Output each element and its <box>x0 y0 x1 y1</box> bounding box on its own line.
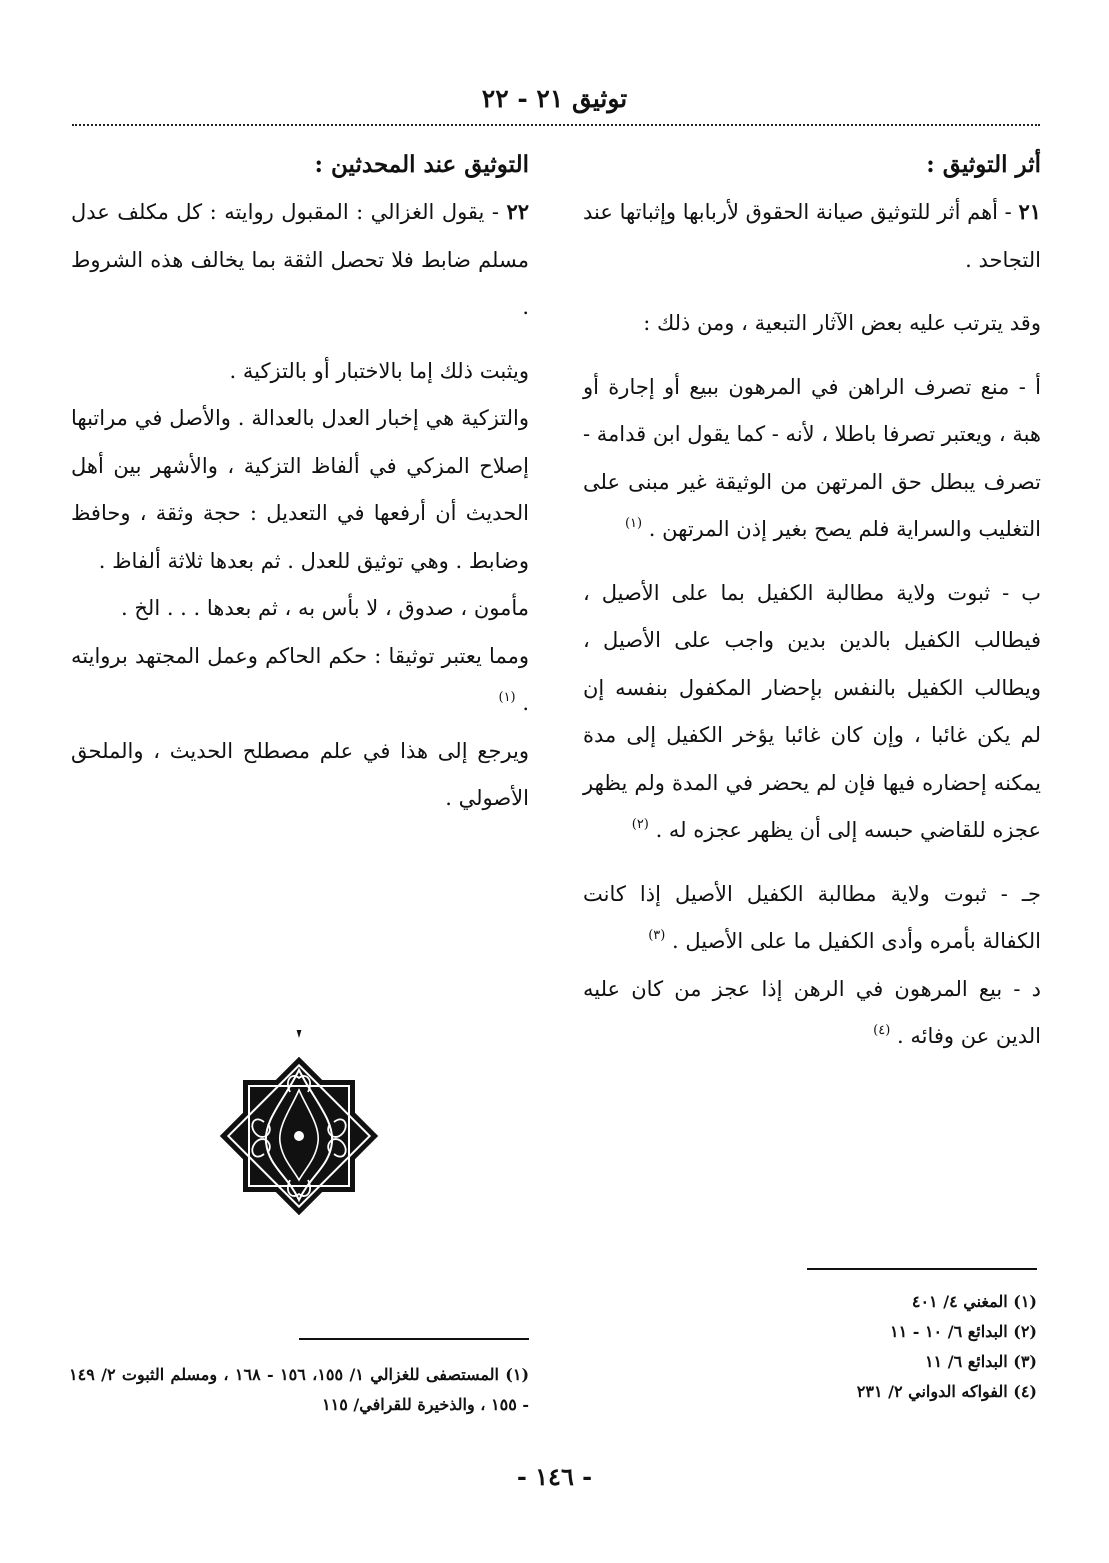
paragraph <box>583 966 1041 1061</box>
paragraph-text: - أهم أثر للتوثيق صيانة الحقوق لأربابها وإثباتها عند التجاحد . <box>583 200 1041 272</box>
running-title: توثيق ٢١ - ٢٢ <box>481 84 628 113</box>
paragraph <box>71 395 529 585</box>
footnote: (١) المغني ٤/ ٤٠١ <box>911 1292 1037 1311</box>
paragraph-text: والتزكية هي إخبار العدل بالعدالة . والأصل في مراتبها إصلاح المزكي في ألفاظ التزكية ، والأشهر بين أهل الحديث أن أرفعها في التعديل : حجة وثقة ، وحافظ وضابط . وهي توثيق للعدل . ثم بعدها ثلاثة ألفاظ . <box>71 406 529 573</box>
paragraph <box>71 633 529 728</box>
left-column <box>71 142 529 823</box>
footnote-divider <box>807 1268 1037 1270</box>
page-number: - ١٤٦ - <box>516 1462 593 1491</box>
section-heading-effect: أثر التوثيق : <box>926 151 1041 178</box>
footnote-ref: (١) <box>624 516 643 531</box>
section-heading-hadith: التوثيق عند المحدثين : <box>314 151 529 178</box>
paragraph-text: د - بيع المرهون في الرهن إذا عجز من كان عليه الدين عن وفائه . <box>583 976 1042 1048</box>
right-footnotes <box>577 1287 1037 1407</box>
paragraph <box>583 871 1041 966</box>
footnote-ref: (٣) <box>648 928 666 943</box>
footnote-ref: (١) <box>498 690 516 705</box>
paragraph <box>583 570 1041 855</box>
paragraph-text: أ - منع تصرف الراهن في المرهون ببيع أو إجارة أو هبة ، ويعتبر تصرفا باطلا ، لأنه - كما يقول ابن قدامة - تصرف يبطل حق المرتهن من الوثيقة غير مبنى على التغليب والسراية فلم يصح بغير إذن المرتهن . <box>583 374 1041 541</box>
paragraph-number: ٢٢ <box>506 199 529 224</box>
footnote-divider <box>299 1338 529 1340</box>
paragraph <box>583 300 1041 348</box>
left-footnotes <box>69 1360 529 1420</box>
paragraph <box>583 364 1041 554</box>
paragraph-text: مأمون ، صدوق ، لا بأس به ، ثم بعدها . . . الخ . <box>121 596 529 620</box>
paragraph-number: ٢١ <box>1018 199 1041 224</box>
paragraph <box>71 585 529 633</box>
paragraph-text: ب - ثبوت ولاية مطالبة الكفيل بما على الأصيل ، فيطالب الكفيل بالدين بدين واجب على الأصيل ، ويطالب الكفيل بالنفس بإحضار المكفول بنفسه إن لم يكن غائبا ، وإن كان غائبا يؤخر الكفيل إلى مدة يمكنه إحضاره فيها فإن لم يحضر في المدة ولم يظهر عجزه للقاضي حبسه إلى أن يظهر عجزه له . <box>583 580 1041 842</box>
paragraph <box>583 188 1041 284</box>
footnote-ref: (٤) <box>873 1023 891 1038</box>
paragraph-text: - يقول الغزالي : المقبول روايته : كل مكلف عدل مسلم ضابط فلا تحصل الثقة بما يخالف هذه الشروط . <box>71 200 529 319</box>
paragraph <box>71 348 529 396</box>
paragraph-text: ومما يعتبر توثيقا : حكم الحاكم وعمل المجتهد بروايته . <box>71 643 529 715</box>
paragraph-text: وقد يترتب عليه بعض الآثار التبعية ، ومن ذلك : <box>643 311 1041 335</box>
paragraph-text: ويثبت ذلك إما بالاختبار أو بالتزكية . <box>229 358 529 383</box>
paragraph <box>71 728 529 823</box>
islamic-star-ornament-icon <box>204 1030 394 1236</box>
footnote: (١) المستصفى للغزالي ١/ ١٥٥، ١٥٦ - ١٦٨ ، ومسلم الثبوت ٢/ ١٤٩ - ١٥٥ ، والذخيرة للقرافي/ ١١٥ <box>69 1365 530 1414</box>
footnote: (٤) الفواكه الدواني ٢/ ٢٣١ <box>856 1382 1037 1401</box>
footnote-ref: (٢) <box>631 817 649 832</box>
footnote: (٢) البدائع ٦/ ١٠ - ١١ <box>889 1322 1037 1341</box>
footnote: (٣) البدائع ٦/ ١١ <box>924 1352 1037 1371</box>
paragraph-text: ويرجع إلى هذا في علم مصطلح الحديث ، والملحق الأصولي . <box>71 738 529 810</box>
right-column <box>583 142 1041 1061</box>
header-divider <box>72 124 1040 126</box>
paragraph <box>71 188 529 332</box>
paragraph-text: جـ - ثبوت ولاية مطالبة الكفيل الأصيل إذا كانت الكفالة بأمره وأدى الكفيل ما على الأصيل . <box>583 881 1041 953</box>
